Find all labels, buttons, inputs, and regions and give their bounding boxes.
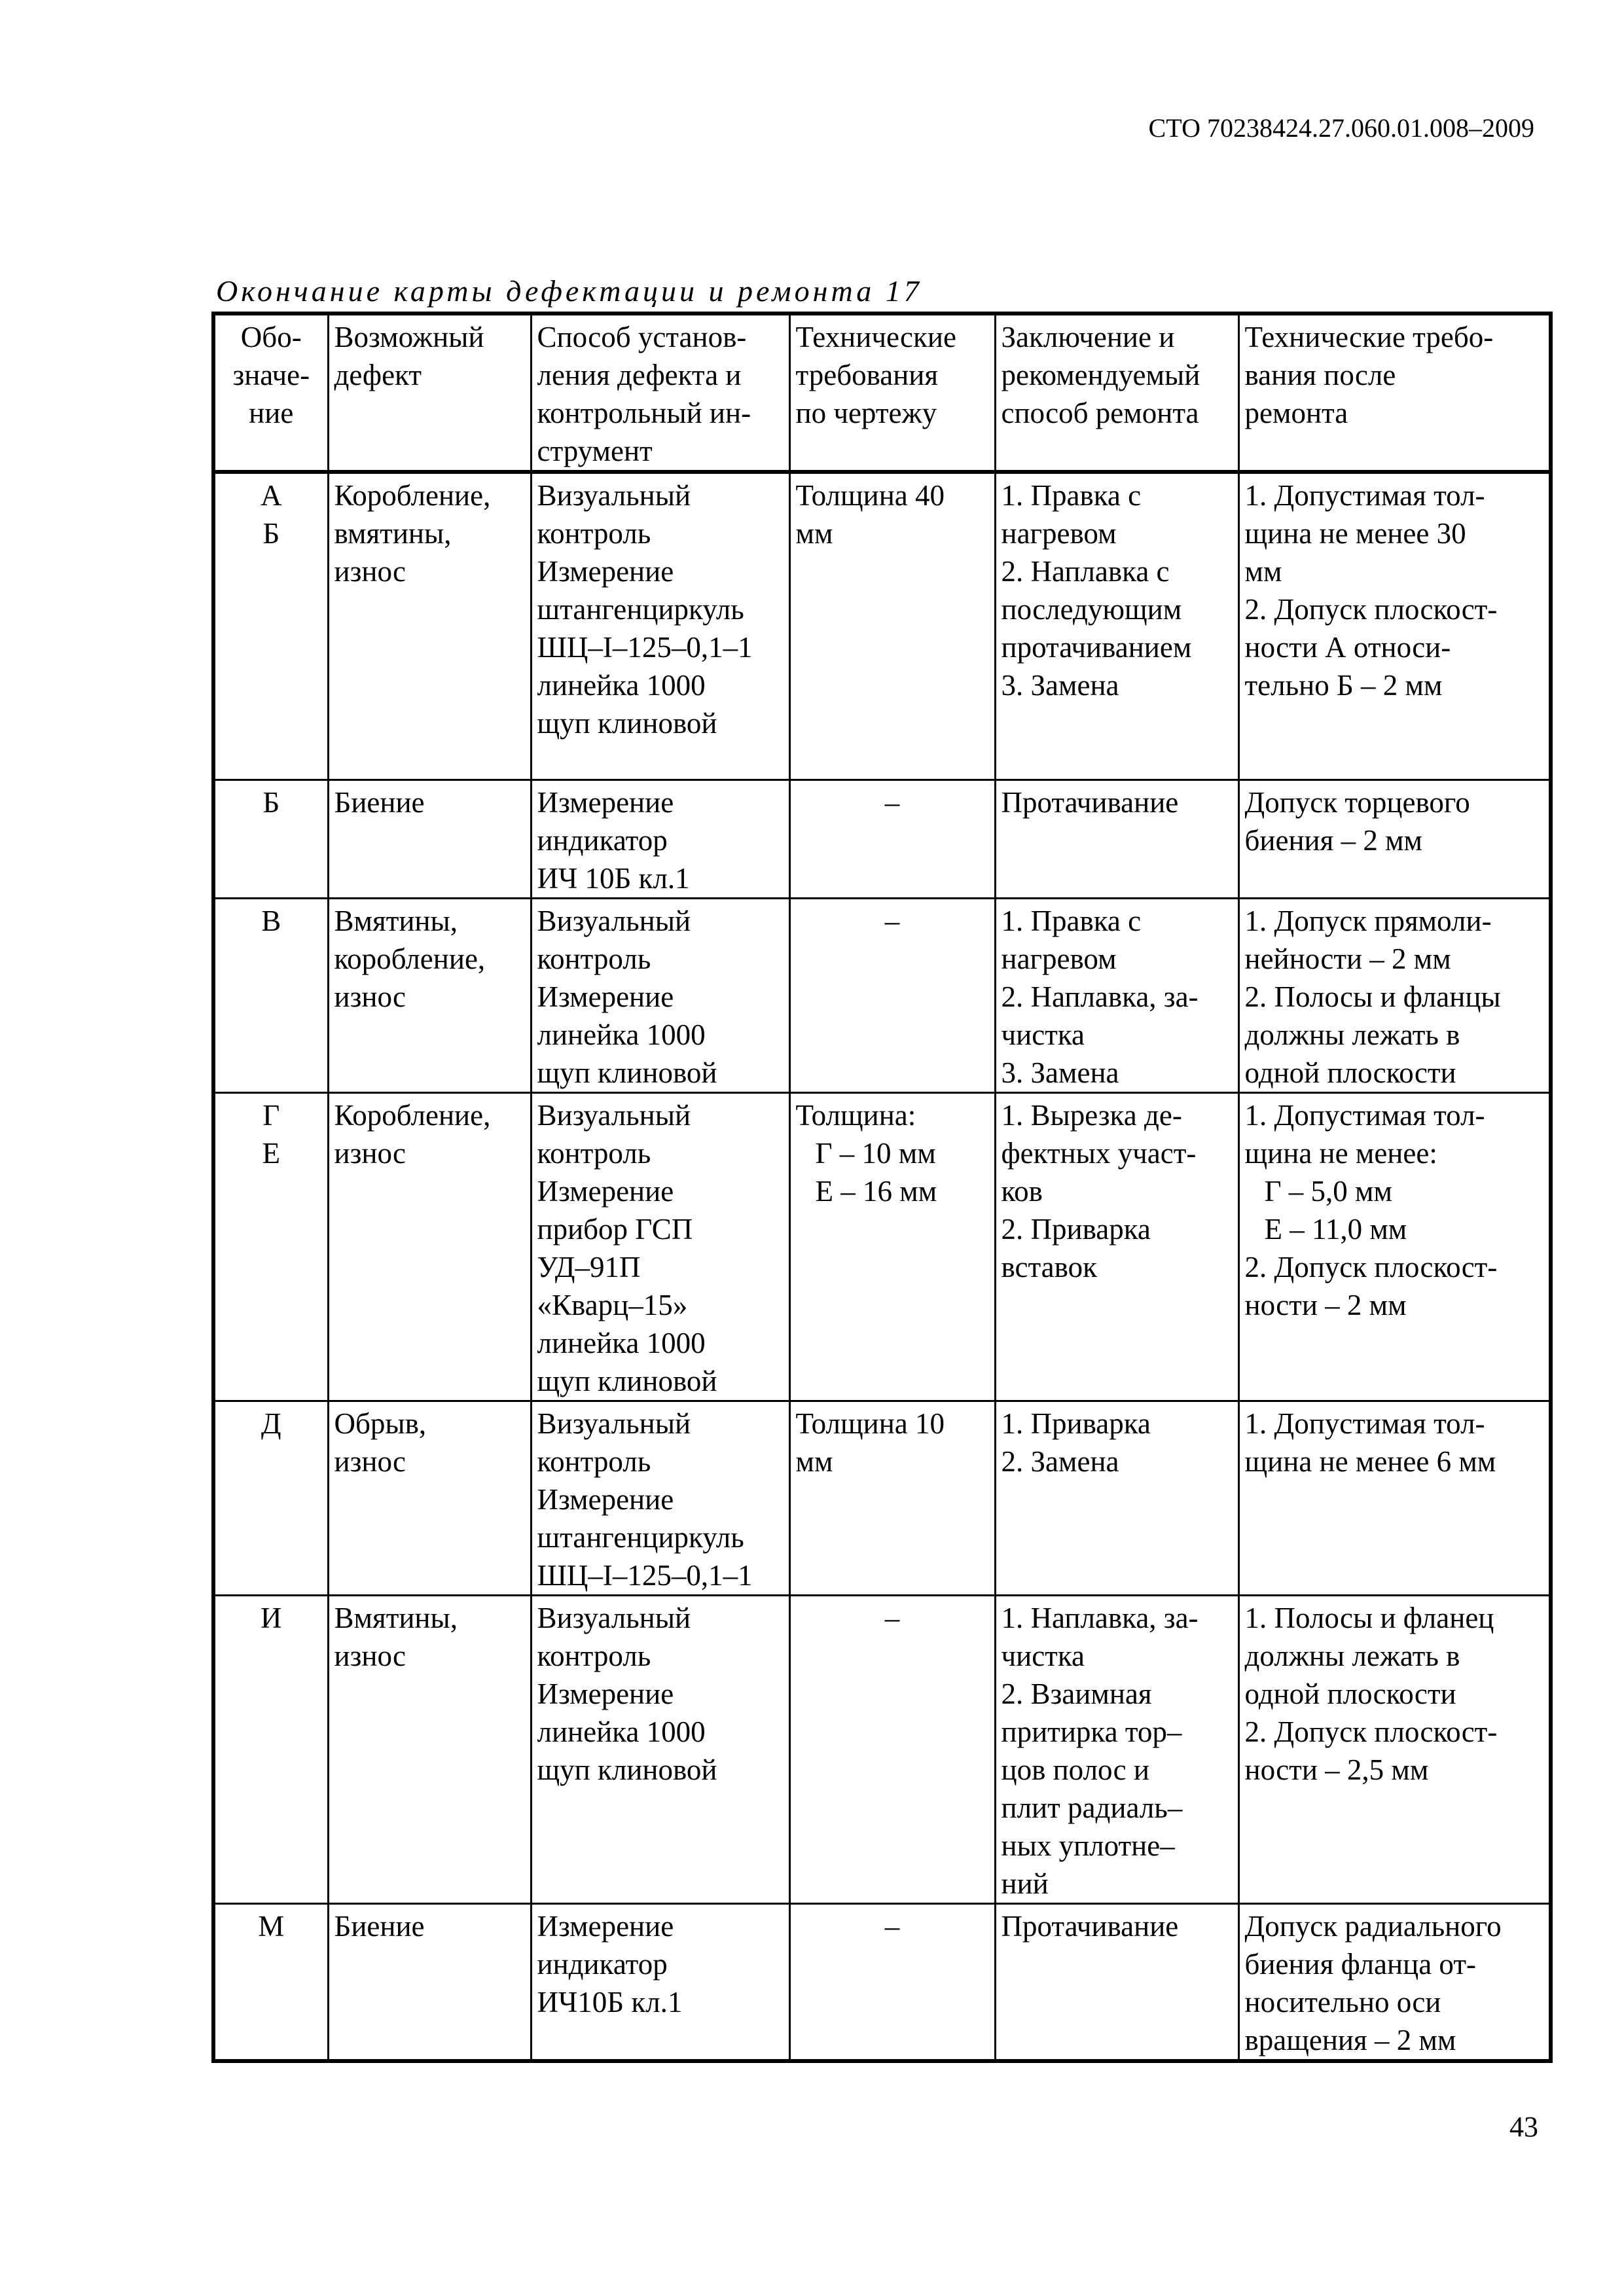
cell-line: щуп клиновой <box>537 1056 717 1089</box>
cell-line: ности – 2,5 мм <box>1244 1753 1429 1786</box>
cell-line: Б <box>262 517 280 550</box>
table-caption: Окончание карты дефектации и ремонта 17 <box>216 274 922 308</box>
cell-conclusion <box>995 1092 1238 1401</box>
cell-line: линейка 1000 <box>537 1715 706 1748</box>
cell-line: износ <box>334 555 406 588</box>
cell-line: линейка 1000 <box>537 669 706 702</box>
cell-conclusion <box>995 1595 1238 1903</box>
cell-line: должны лежать в <box>1244 1018 1460 1051</box>
cell-line: 2. Наплавка, за- <box>1001 980 1199 1013</box>
cell-line: Е <box>262 1136 280 1170</box>
cell-defect <box>328 1092 531 1401</box>
cell-conclusion <box>995 1903 1238 2061</box>
cell-requirements <box>789 472 995 780</box>
header-line: Технические требо- <box>1244 321 1494 353</box>
cell-method <box>531 1595 789 1903</box>
cell-line: мм <box>795 1444 833 1478</box>
table-row <box>213 1401 1551 1595</box>
cell-line: вмятины, <box>334 517 452 550</box>
cell-line: притирка тор– <box>1001 1715 1182 1748</box>
header-line: требования <box>795 359 939 391</box>
header-line: Заключение и <box>1001 321 1175 353</box>
cell-line: 1. Вырезка де- <box>1001 1098 1182 1132</box>
header-line: Обо- <box>240 321 302 353</box>
table-row <box>213 780 1551 898</box>
cell-line: ШЦ–I–125–0,1–1 <box>537 631 753 664</box>
header-line: ремонта <box>1244 397 1348 429</box>
cell-line: Измерение <box>537 980 674 1013</box>
table-row <box>213 1903 1551 2061</box>
table-header-row <box>213 314 1551 472</box>
cell-line: Визуальный <box>537 479 691 512</box>
cell-designation <box>213 898 328 1092</box>
cell-after-repair <box>1238 472 1551 780</box>
cell-requirements <box>789 780 995 898</box>
header-line: Технические <box>795 321 956 353</box>
cell-line: ИЧ10Б кл.1 <box>537 1985 683 2018</box>
cell-line: индикатор <box>537 1947 668 1981</box>
cell-line: А <box>261 479 282 512</box>
cell-line: фектных участ- <box>1001 1136 1197 1170</box>
cell-line: Биение <box>334 1909 425 1943</box>
cell-line: нагревом <box>1001 517 1117 550</box>
header-line: рекомендуемый <box>1001 359 1200 391</box>
cell-line: биения фланца от- <box>1244 1947 1476 1981</box>
cell-line: щина не менее 30 <box>1244 517 1466 550</box>
cell-line: ков <box>1001 1174 1043 1208</box>
cell-line: Измерение <box>537 1174 674 1208</box>
cell-line: Допуск радиального <box>1244 1909 1502 1943</box>
cell-line: щуп клиновой <box>537 707 717 740</box>
cell-line: – <box>884 1601 900 1634</box>
cell-line: ности А относи- <box>1244 631 1451 664</box>
cell-designation <box>213 780 328 898</box>
defect-repair-table <box>211 312 1553 2063</box>
cell-method <box>531 1401 789 1595</box>
cell-line: Протачивание <box>1001 1909 1179 1943</box>
cell-line: 1. Полосы и фланец <box>1244 1601 1494 1634</box>
cell-conclusion <box>995 472 1238 780</box>
cell-line: Обрыв, <box>334 1407 427 1440</box>
cell-line: В <box>261 904 281 937</box>
cell-line: Визуальный <box>537 1098 691 1132</box>
cell-line: – <box>884 904 900 937</box>
cell-conclusion <box>995 780 1238 898</box>
header-conclusion <box>995 314 1238 472</box>
cell-requirements <box>789 1903 995 2061</box>
cell-line: 2. Допуск плоскост- <box>1244 1250 1498 1283</box>
cell-line: контроль <box>537 1136 651 1170</box>
cell-line: штангенциркуль <box>537 593 744 626</box>
cell-after-repair <box>1238 1401 1551 1595</box>
header-line: вания после <box>1244 359 1396 391</box>
cell-defect <box>328 472 531 780</box>
cell-line: биения – 2 мм <box>1244 823 1423 857</box>
cell-line: контроль <box>537 1639 651 1672</box>
cell-method <box>531 898 789 1092</box>
cell-line: щуп клиновой <box>537 1753 717 1786</box>
cell-line: 1. Приварка <box>1001 1407 1151 1440</box>
cell-line: линейка 1000 <box>537 1326 706 1359</box>
table-row <box>213 1595 1551 1903</box>
header-line: по чертежу <box>795 397 937 429</box>
cell-line: чистка <box>1001 1018 1085 1051</box>
cell-method <box>531 1092 789 1401</box>
cell-line: Е – 11,0 мм <box>1264 1212 1407 1246</box>
cell-line: коробление, <box>334 942 486 975</box>
cell-line: Б <box>262 785 280 819</box>
cell-defect <box>328 1401 531 1595</box>
cell-line: штангенциркуль <box>537 1520 744 1554</box>
header-line: способ ремонта <box>1001 397 1199 429</box>
cell-line: Е – 16 мм <box>815 1174 937 1208</box>
cell-line: чистка <box>1001 1639 1085 1672</box>
cell-line: 1. Допустимая тол- <box>1244 479 1485 512</box>
header-line: ления дефекта и <box>537 359 742 391</box>
header-line: значе- <box>232 359 310 391</box>
cell-requirements <box>789 1092 995 1401</box>
cell-line: – <box>884 785 900 819</box>
cell-line: контроль <box>537 1444 651 1478</box>
cell-requirements <box>789 898 995 1092</box>
cell-line: Измерение <box>537 1909 674 1943</box>
header-designation <box>213 314 328 472</box>
cell-line: Биение <box>334 785 425 819</box>
table-row <box>213 898 1551 1092</box>
cell-line: щина не менее 6 мм <box>1244 1444 1496 1478</box>
header-requirements <box>789 314 995 472</box>
cell-line: мм <box>795 517 833 550</box>
header-line: Возможный <box>334 321 484 353</box>
cell-line: Протачивание <box>1001 785 1179 819</box>
cell-line: цов полос и <box>1001 1753 1149 1786</box>
cell-line: одной плоскости <box>1244 1056 1456 1089</box>
cell-line: ных уплотне– <box>1001 1829 1175 1862</box>
cell-method <box>531 780 789 898</box>
cell-defect <box>328 780 531 898</box>
cell-line: 2. Наплавка с <box>1001 555 1170 588</box>
cell-line: 2. Замена <box>1001 1444 1119 1478</box>
cell-line: прибор ГСП <box>537 1212 693 1246</box>
cell-line: Измерение <box>537 785 674 819</box>
cell-line: тельно Б – 2 мм <box>1244 669 1443 702</box>
cell-line: М <box>258 1909 285 1943</box>
cell-line: 1. Правка с <box>1001 479 1142 512</box>
cell-line: И <box>261 1601 282 1634</box>
cell-after-repair <box>1238 1903 1551 2061</box>
header-line: Способ установ- <box>537 321 747 353</box>
cell-line: Допуск торцевого <box>1244 785 1470 819</box>
cell-line: 2. Полосы и фланцы <box>1244 980 1501 1013</box>
cell-line: протачиванием <box>1001 631 1192 664</box>
cell-line: 1. Допустимая тол- <box>1244 1407 1485 1440</box>
cell-line: контроль <box>537 517 651 550</box>
cell-line: Визуальный <box>537 1601 691 1634</box>
cell-conclusion <box>995 1401 1238 1595</box>
cell-line: Коробление, <box>334 1098 491 1132</box>
cell-requirements <box>789 1401 995 1595</box>
header-after-repair <box>1238 314 1551 472</box>
cell-method <box>531 1903 789 2061</box>
cell-designation <box>213 1903 328 2061</box>
cell-line: щина не менее: <box>1244 1136 1437 1170</box>
cell-method <box>531 472 789 780</box>
cell-line: мм <box>1244 555 1282 588</box>
cell-after-repair <box>1238 780 1551 898</box>
cell-line: Коробление, <box>334 479 491 512</box>
cell-line: 3. Замена <box>1001 669 1119 702</box>
cell-line: 2. Допуск плоскост- <box>1244 1715 1498 1748</box>
cell-line: нагревом <box>1001 942 1117 975</box>
cell-designation <box>213 1595 328 1903</box>
cell-line: Толщина 40 <box>795 479 945 512</box>
cell-line: последующим <box>1001 593 1182 626</box>
cell-requirements <box>789 1595 995 1903</box>
cell-line: 2. Допуск плоскост- <box>1244 593 1498 626</box>
cell-line: 1. Правка с <box>1001 904 1142 937</box>
cell-line: контроль <box>537 942 651 975</box>
header-defect <box>328 314 531 472</box>
cell-conclusion <box>995 898 1238 1092</box>
cell-line: плит радиаль– <box>1001 1791 1183 1824</box>
table-row <box>213 472 1551 780</box>
cell-line: Толщина 10 <box>795 1407 945 1440</box>
page-number: 43 <box>1509 2111 1538 2143</box>
cell-line: индикатор <box>537 823 668 857</box>
document-code: СТО 70238424.27.060.01.008–2009 <box>1148 113 1534 143</box>
cell-line: ИЧ 10Б кл.1 <box>537 861 690 895</box>
cell-line: должны лежать в <box>1244 1639 1460 1672</box>
cell-line: «Кварц–15» <box>537 1288 688 1321</box>
cell-designation <box>213 1401 328 1595</box>
cell-line: линейка 1000 <box>537 1018 706 1051</box>
cell-line: – <box>884 1909 900 1943</box>
cell-designation <box>213 472 328 780</box>
cell-line: щуп клиновой <box>537 1364 717 1397</box>
cell-designation <box>213 1092 328 1401</box>
header-line: дефект <box>334 359 422 391</box>
cell-line: Измерение <box>537 1677 674 1710</box>
cell-line: нейности – 2 мм <box>1244 942 1451 975</box>
header-line: контрольный ин- <box>537 397 751 429</box>
cell-after-repair <box>1238 1595 1551 1903</box>
cell-line: 2. Приварка <box>1001 1212 1151 1246</box>
cell-line: Измерение <box>537 1482 674 1516</box>
cell-line: Г – 5,0 мм <box>1264 1174 1392 1208</box>
cell-line: Измерение <box>537 555 674 588</box>
cell-line: Визуальный <box>537 904 691 937</box>
header-method <box>531 314 789 472</box>
cell-line: износ <box>334 980 406 1013</box>
cell-after-repair <box>1238 1092 1551 1401</box>
cell-line: Г – 10 мм <box>815 1136 936 1170</box>
cell-line: вращения – 2 мм <box>1244 2023 1456 2056</box>
cell-line: Толщина: <box>795 1098 916 1132</box>
cell-line: Вмятины, <box>334 1601 458 1634</box>
cell-line: износ <box>334 1444 406 1478</box>
cell-line: Вмятины, <box>334 904 458 937</box>
table-row <box>213 1092 1551 1401</box>
cell-line: Визуальный <box>537 1407 691 1440</box>
cell-line: износ <box>334 1639 406 1672</box>
cell-line: Д <box>261 1407 281 1440</box>
cell-after-repair <box>1238 898 1551 1092</box>
cell-line: 2. Взаимная <box>1001 1677 1152 1710</box>
header-line: струмент <box>537 435 653 467</box>
cell-line: вставок <box>1001 1250 1097 1283</box>
cell-line: 1. Допустимая тол- <box>1244 1098 1485 1132</box>
cell-line: 3. Замена <box>1001 1056 1119 1089</box>
cell-line: ности – 2 мм <box>1244 1288 1407 1321</box>
cell-line: УД–91П <box>537 1250 641 1283</box>
cell-line: износ <box>334 1136 406 1170</box>
cell-line: ний <box>1001 1867 1049 1900</box>
cell-line: носительно оси <box>1244 1985 1441 2018</box>
cell-line: одной плоскости <box>1244 1677 1456 1710</box>
cell-defect <box>328 1595 531 1903</box>
header-line: ние <box>249 397 294 429</box>
cell-defect <box>328 1903 531 2061</box>
cell-line: 1. Наплавка, за- <box>1001 1601 1199 1634</box>
cell-line: ШЦ–I–125–0,1–1 <box>537 1558 753 1592</box>
cell-defect <box>328 898 531 1092</box>
cell-line: Г <box>262 1098 280 1132</box>
cell-line: 1. Допуск прямоли- <box>1244 904 1492 937</box>
